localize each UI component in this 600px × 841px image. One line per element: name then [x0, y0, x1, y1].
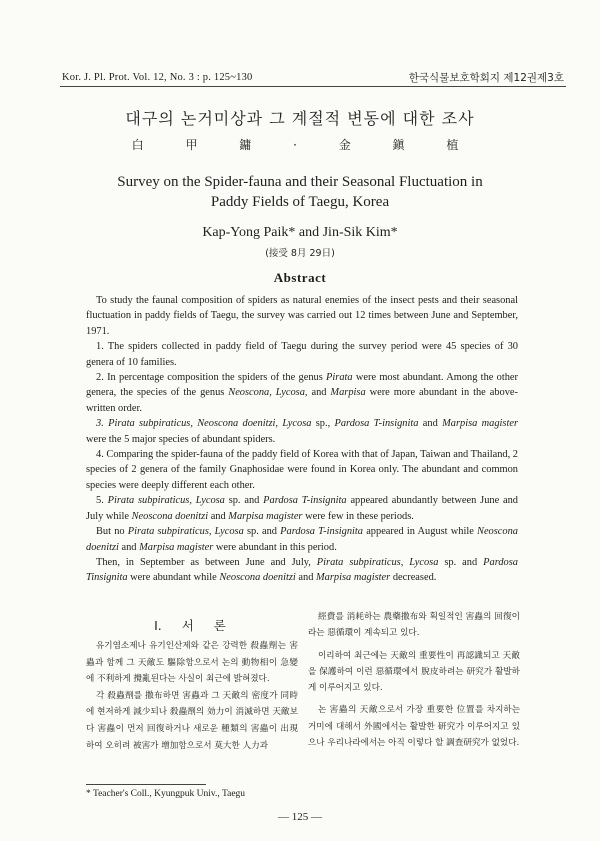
title-english [0, 172, 600, 212]
page-number: — 125 — [278, 811, 322, 823]
citation-header: Kor. J. Pl. Prot. Vol. 12, No. 3 : p. 125~130 [62, 72, 253, 83]
authors-english: Kap-Yong Paik* and Jin-Sik Kim* [202, 225, 398, 240]
abstract-paragraph: Then, in September as between June and July, Pirata subpiraticus, Lycosa sp. and Pardosa Tinsignita were abundant while Neoscona doenitzi and Marpisa magister decreased. [86, 556, 518, 584]
title-english-line2: Paddy Fields of Taegu, Korea [210, 194, 390, 210]
affiliation-footnote: * Teacher's Coll., Kyungpuk Univ., Taegu [86, 789, 246, 799]
abstract-paragraph: 3. Pirata subpiraticus, Neoscona doenitzi, Lycosa sp., Pardosa T-insignita and Marpisa magister were the 5 major species of abundant spiders. [86, 418, 518, 445]
abstract-paragraph: 4. Comparing the spider-fauna of the paddy field of Korea with that of Japan, Taiwan and Thailand, 2 species of 2 genera of the family Gnaphosidae were found in Korea only. The abundant and common species were deeply different each other. [86, 449, 518, 491]
abstract-paragraph: To study the faunal composition of spiders as natural enemies of the insect pests and their seasonal fluctuation in paddy fields of Taegu, the survey was carried out 12 times between June and September, 1971. [86, 295, 518, 337]
abstract-paragraph: 1. The spiders collected in paddy field of Taegu during the survey period were 45 species of 30 genera of 10 families. [86, 341, 518, 368]
intro-paragraph: 유기염소제나 유기인산제와 같은 강력한 殺蟲劑는 害蟲과 함께 그 天敵도 驅除함으로서 논의 動物相이 急變에 不利하게 攪亂된다는 사실이 최근에 밝혀졌다. [86, 641, 298, 685]
journal-header: 한국식물보호학회지 제12권제3호 [408, 72, 564, 84]
abstract-paragraph: 2. In percentage composition the spiders of the genus Pirata were most abundant. Among the other genera, the species of the genus Neoscona, Lycosa, and Marpisa were more abundant in the above-written order. [86, 372, 518, 414]
abstract-paragraph: 5. Pirata subpiraticus, Lycosa sp. and Pardosa T-insignita appeared abundantly between June and July while Neoscona doenitzi and Marpisa magister were few in these periods. [86, 495, 518, 522]
abstract-heading: Abstract [273, 270, 327, 285]
abstract-body [86, 293, 518, 586]
title-korean: 대구의 논거미상과 그 계절적 변동에 대한 조사 [125, 109, 475, 128]
footnote-rule [86, 784, 206, 785]
title-english-line1: Survey on the Spider-fauna and their Seasonal Fluctuation in [117, 174, 483, 190]
authors-korean: 白 甲 鏞 · 金 鎭 植 [131, 138, 469, 152]
intro-right-column [308, 609, 520, 751]
received-date: (接受 8月 29日) [265, 248, 335, 259]
intro-left-column [86, 638, 298, 754]
header-rule [60, 86, 566, 87]
abstract-paragraph: But no Pirata subpiraticus, Lycosa sp. and Pardosa T-insignita appeared in August while Neoscona doenitzi and Marpisa magister were abundant in this period. [86, 526, 518, 553]
intro-paragraph: 각 殺蟲劑를 撒布하면 害蟲과 그 天敵의 密度가 同時에 현저하게 減少되나 殺蟲劑의 効力이 消滅하면 天敵보다 害蟲이 먼저 回復하거나 새로운 種類의 害蟲이 出現하여 오히려 被害가 增加함으로서 莫大한 人力과 [86, 690, 298, 751]
section-heading-introduction: Ⅰ. 서 론 [154, 618, 226, 633]
intro-paragraph: 經費를 消耗하는 農藥撒布와 획일적인 害蟲의 回復이라는 惡循環이 계속되고 있다. [308, 612, 520, 639]
intro-paragraph: 이리하여 최근에는 天敵의 重要性이 再認識되고 天敵을 保護하여 이런 惡循環에서 脫皮하려는 研究가 활발하게 이루어지고 있다. [308, 650, 520, 694]
intro-paragraph: 논 害蟲의 天敵으로서 가장 重要한 位置를 차지하는 거미에 대해서 外國에서는 활발한 研究가 이루어지고 있으나 우리나라에서는 아직 이렇다 할 調査研究가 없었다. [308, 705, 520, 749]
